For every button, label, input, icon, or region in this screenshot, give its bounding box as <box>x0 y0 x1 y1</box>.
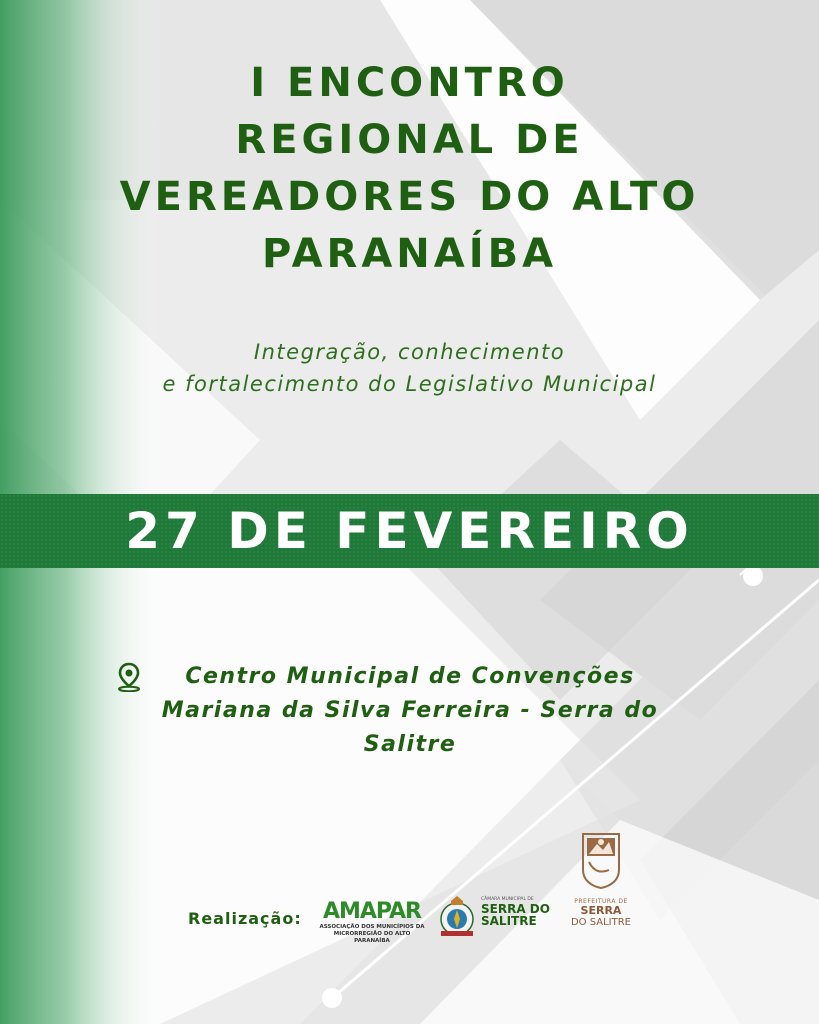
title-line: REGIONAL DE <box>235 117 584 163</box>
realizacao-label: Realização: <box>188 909 302 928</box>
subtitle-line: e fortalecimento do Legislativo Municipal <box>162 372 657 396</box>
amapar-logo <box>316 900 428 944</box>
amapar-wordmark: AMAPAR <box>322 899 422 924</box>
prefeitura-name-line: SERRA <box>580 904 622 917</box>
title-line: I ENCONTRO <box>250 60 569 106</box>
event-title <box>0 55 819 283</box>
camara-emblem-icon <box>437 895 477 943</box>
camara-text: CÂMARA MUNICIPAL DE SERRA DO SALITRE <box>481 897 550 928</box>
event-location <box>110 660 710 762</box>
prefeitura-logo <box>566 830 636 940</box>
prefeitura-small-text: PREFEITURA DE <box>574 898 628 905</box>
title-line: VEREADORES DO ALTO <box>119 174 700 220</box>
amapar-subtitle: ASSOCIAÇÃO DOS MUNICÍPIOS DA <box>319 924 425 930</box>
camara-logo <box>437 895 555 943</box>
amapar-subtitle: MICRORREGIÃO DO ALTO PARANAÍBA <box>333 931 411 944</box>
location-line: Salitre <box>363 732 457 757</box>
title-line: PARANAÍBA <box>261 231 558 277</box>
prefeitura-name-line: DO SALITRE <box>570 917 632 928</box>
event-date: 27 DE FEVEREIRO <box>125 502 694 560</box>
location-line: Mariana da Silva Ferreira - Serra do <box>161 698 659 723</box>
subtitle-line: Integração, conhecimento <box>253 340 566 364</box>
location-line: Centro Municipal de Convenções <box>185 664 635 689</box>
event-subtitle <box>0 336 819 400</box>
prefeitura-shield-icon <box>579 830 623 890</box>
